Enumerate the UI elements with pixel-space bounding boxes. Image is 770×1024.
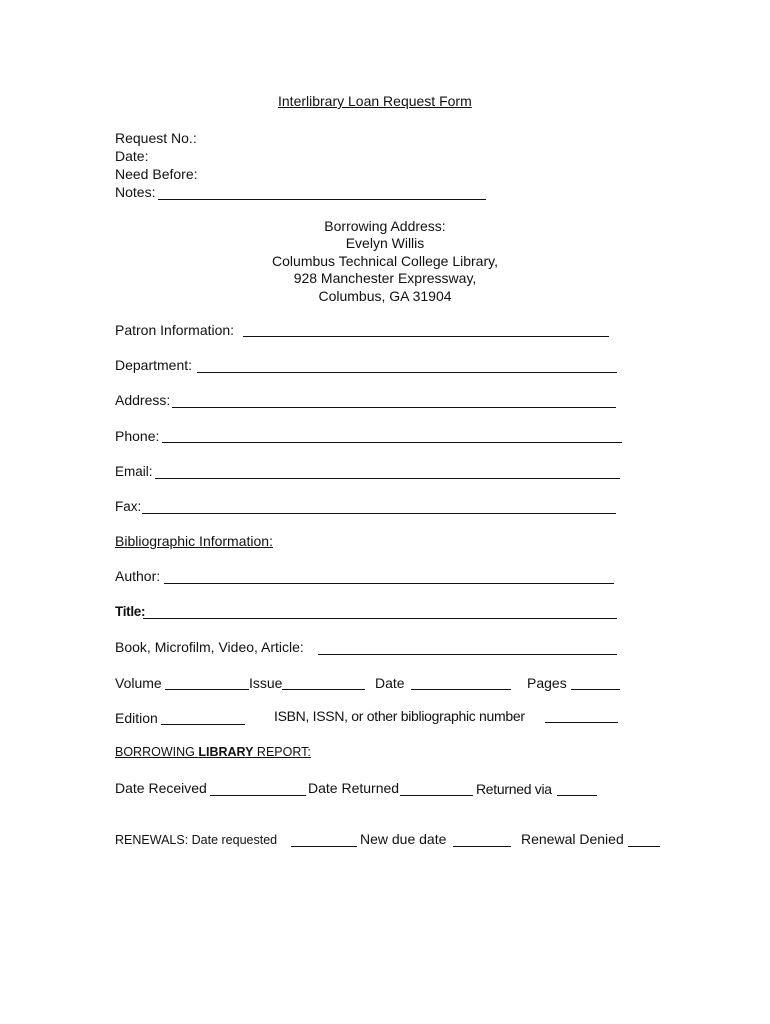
date-received-label: Date Received [115,780,207,796]
notes-field-line[interactable] [158,199,486,200]
notes-label: Notes: [115,184,156,200]
edition-label: Edition [115,710,158,726]
email-field-line[interactable] [155,478,620,479]
need-before-label: Need Before: [115,166,198,182]
issue-field-line[interactable] [282,689,365,690]
borrowing-address-street: 928 Manchester Expressway, [293,270,477,286]
new-due-date-label: New due date [360,831,447,847]
department-label: Department: [115,357,193,373]
date-field-line[interactable] [411,689,511,690]
author-field-line[interactable] [164,583,614,584]
volume-label: Volume [115,675,162,691]
address-field-line[interactable] [172,407,616,408]
renewal-denied-field-line[interactable] [628,846,660,847]
report-heading-suffix: REPORT: [253,745,311,759]
pages-label: Pages [527,675,567,691]
title-label: Title: [115,604,146,619]
date-label: Date: [115,148,149,164]
edition-field-line[interactable] [161,724,245,725]
renewal-denied-label: Renewal Denied [521,831,624,847]
form-title: Interlibrary Loan Request Form [278,93,472,109]
request-no-label: Request No.: [115,130,197,146]
new-due-date-field-line[interactable] [453,846,511,847]
isbn-field-line[interactable] [545,722,618,723]
fax-label: Fax: [115,499,142,514]
phone-label: Phone: [115,428,160,444]
date-returned-label: Date Returned [308,780,400,796]
borrowing-address-heading: Borrowing Address: [324,218,446,234]
borrowing-address-name: Evelyn Willis [345,235,425,251]
fax-field-line[interactable] [142,513,616,514]
borrowing-address-library: Columbus Technical College Library, [272,253,498,269]
format-label: Book, Microfilm, Video, Article: [115,639,304,655]
title-field-line[interactable] [143,618,617,619]
isbn-label: ISBN, ISSN, or other bibliographic number [274,708,525,724]
format-field-line[interactable] [318,654,617,655]
author-label: Author: [115,568,161,584]
renewals-date-requested-label: RENEWALS: Date requested [115,833,278,847]
date-received-field-line[interactable] [210,795,306,796]
patron-information-field-line[interactable] [243,336,609,337]
pages-field-line[interactable] [571,689,620,690]
phone-field-line[interactable] [162,442,622,443]
patron-information-label: Patron Information: [115,322,235,338]
email-label: Email: [115,464,153,479]
date-field-label: Date [375,675,405,691]
borrowing-address-city: Columbus, GA 31904 [318,288,452,304]
renewals-date-requested-field-line[interactable] [291,846,357,847]
report-heading-prefix: BORROWING [115,745,199,759]
volume-field-line[interactable] [165,689,249,690]
bibliographic-heading: Bibliographic Information: [115,533,273,549]
address-label: Address: [115,392,171,408]
returned-via-label: Returned via [476,781,552,797]
borrowing-library-report-heading [115,746,311,760]
department-field-line[interactable] [197,372,617,373]
report-heading-bold: LIBRARY [198,745,254,759]
date-returned-field-line[interactable] [400,795,473,796]
issue-label: Issue [249,675,283,691]
returned-via-field-line[interactable] [557,795,597,796]
